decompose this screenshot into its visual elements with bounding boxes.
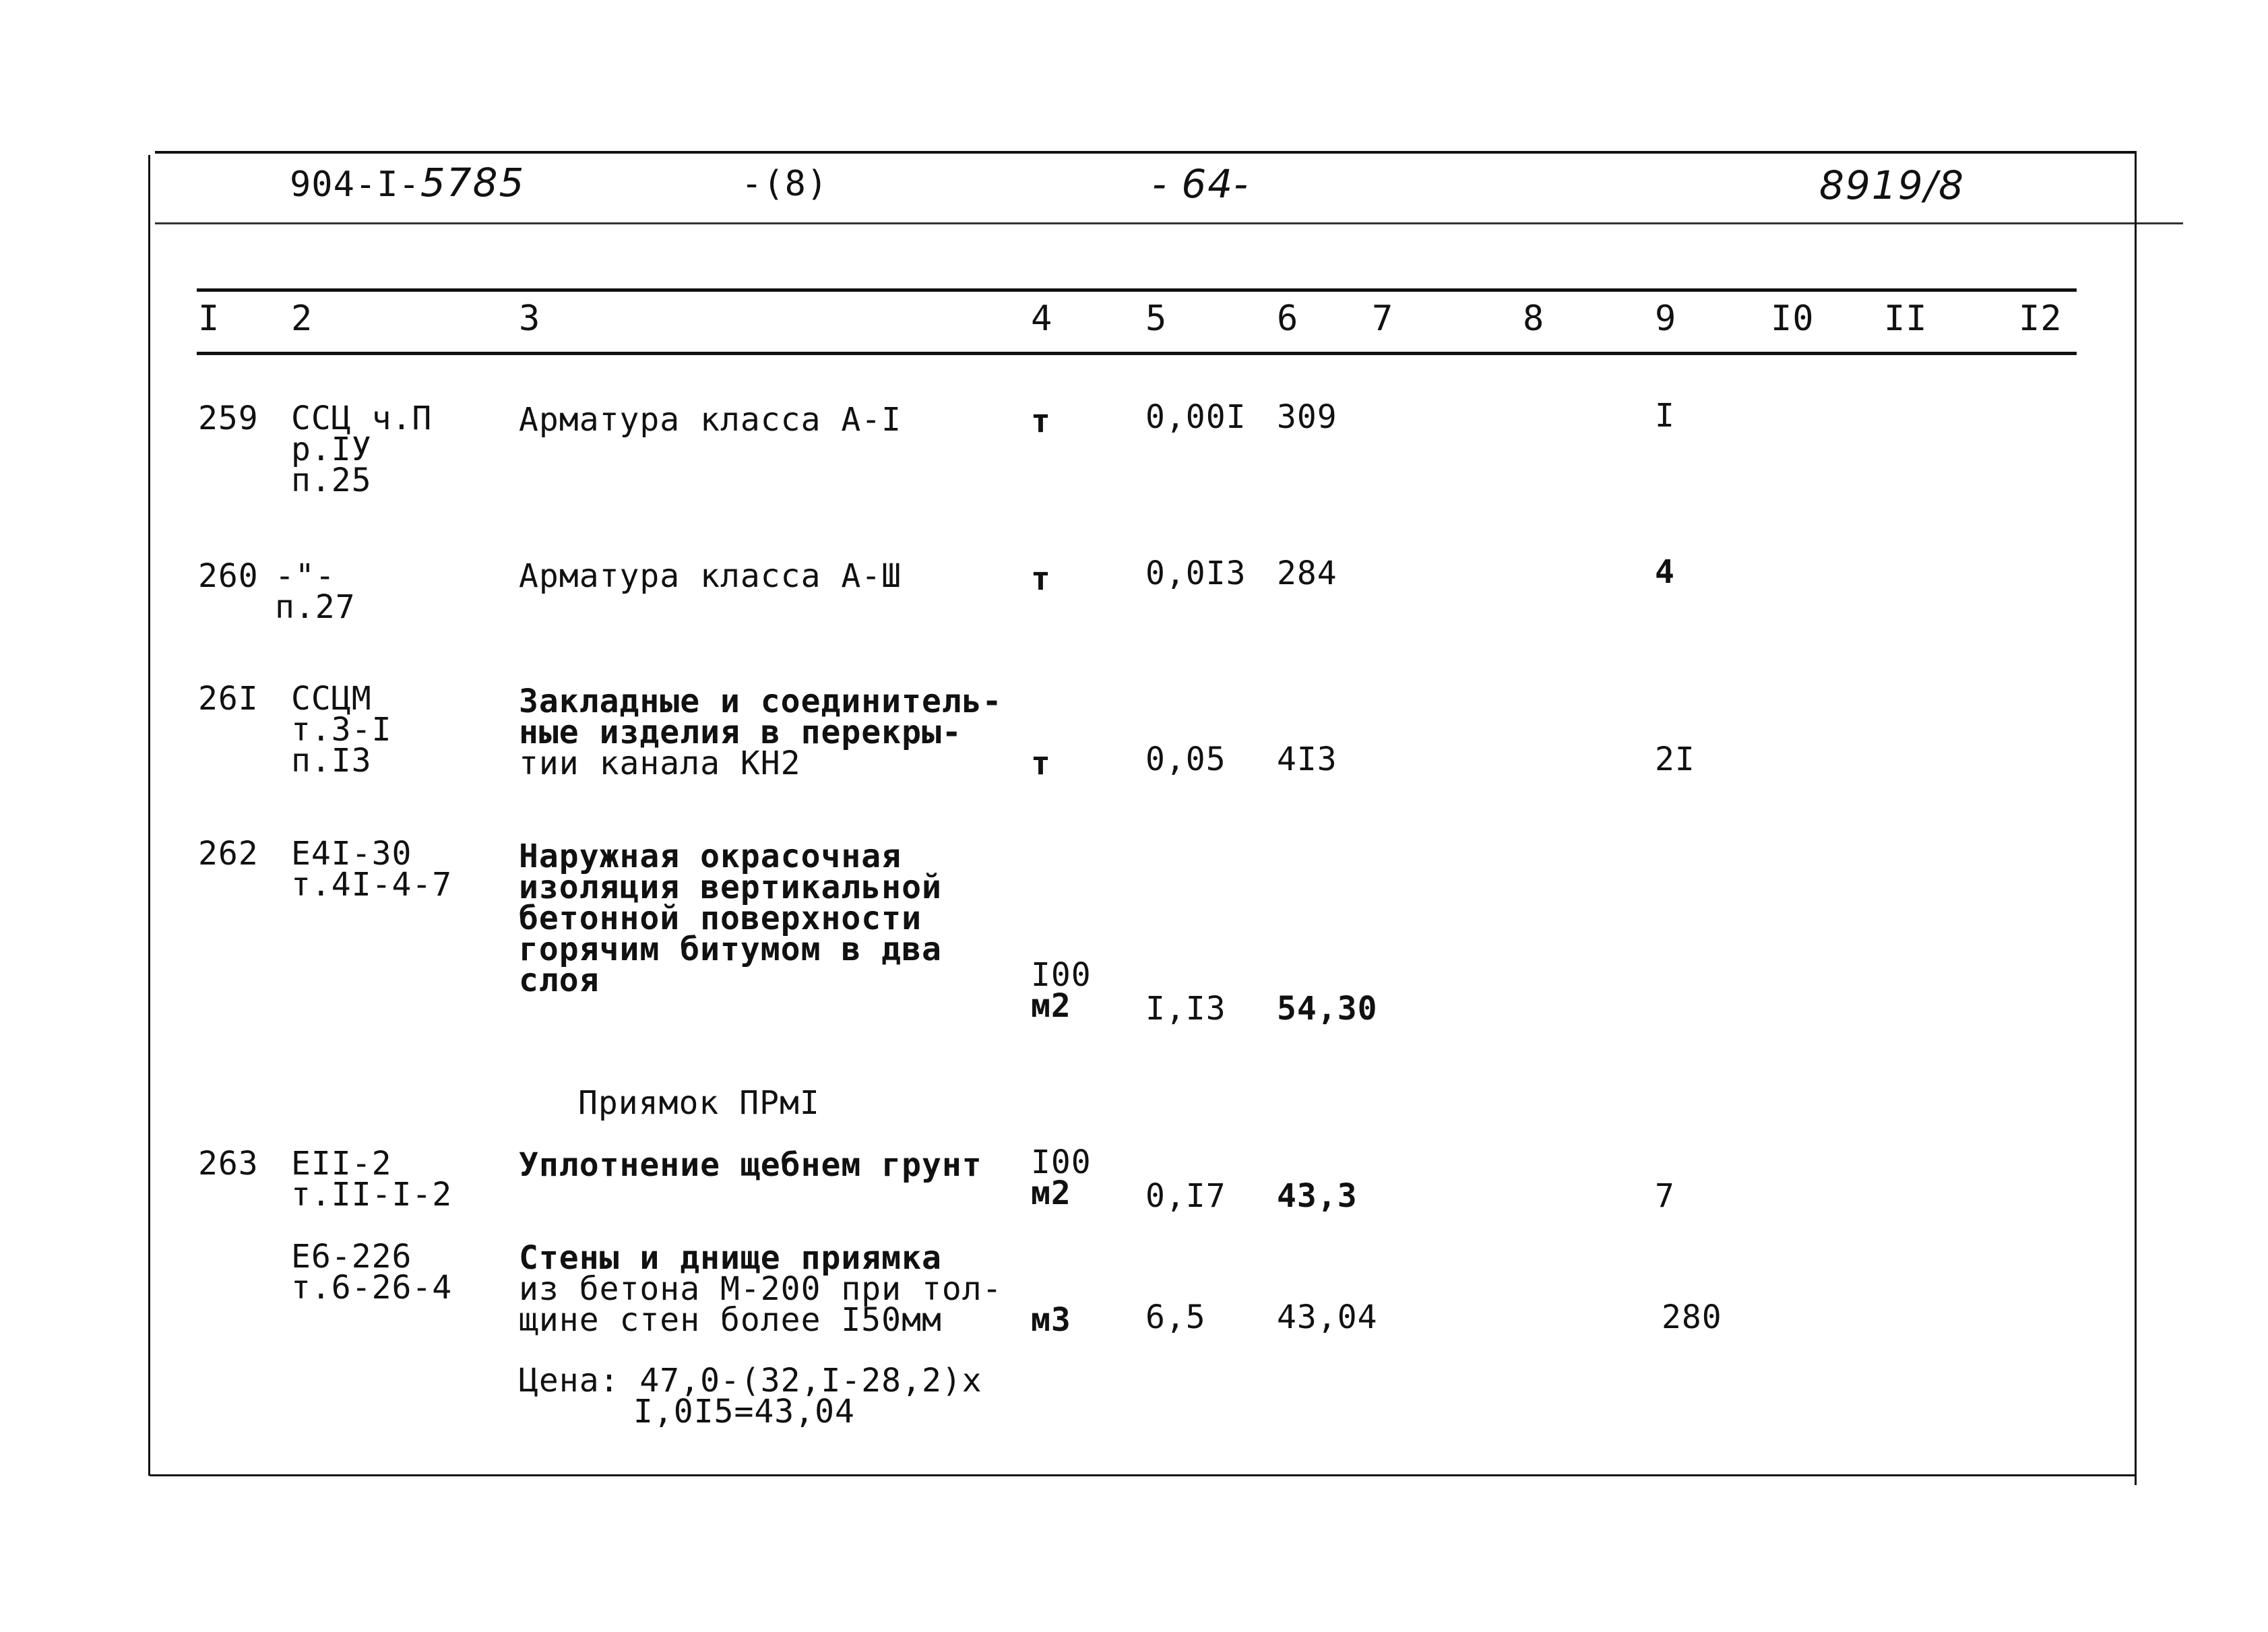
unit: т <box>1031 745 1051 782</box>
price-calculation-line: Цена: 47,0-(32,I-28,2)х <box>519 1362 982 1400</box>
unit-price: 4I3 <box>1277 741 1337 778</box>
column-9-value: 4 <box>1655 553 1675 591</box>
reference-code-line: п.25 <box>291 462 372 499</box>
row-number: 259 <box>198 400 259 437</box>
col-header-8: 8 <box>1523 299 1545 339</box>
work-description-line: Стены и днище приямка <box>519 1239 942 1277</box>
col-header-12: I2 <box>2019 299 2062 339</box>
section-title: Приямок ПРмI <box>578 1084 820 1122</box>
work-description-line: Арматура класса А-Ш <box>519 557 902 595</box>
quantity: I,I3 <box>1145 990 1226 1028</box>
bottom-border <box>150 1474 2136 1476</box>
reference-code-line: Е4I-30 <box>291 835 412 873</box>
reference-code-line: т.6-26-4 <box>291 1269 453 1307</box>
col-header-4: 4 <box>1031 299 1053 339</box>
doc-code: 904-I-5785 <box>290 160 526 206</box>
left-border <box>148 155 150 1476</box>
work-description-line: слоя <box>519 962 600 999</box>
unit-price: 309 <box>1277 398 1337 436</box>
col-header-7: 7 <box>1372 299 1394 339</box>
quantity: 0,05 <box>1145 741 1226 778</box>
unit: м2 <box>1031 1174 1071 1212</box>
column-9-value: 2I <box>1655 741 1695 778</box>
unit: м2 <box>1031 987 1071 1025</box>
column-9-value: 7 <box>1655 1177 1675 1215</box>
unit: I00 <box>1031 1143 1092 1181</box>
header-underline <box>155 222 2183 224</box>
columns-top-rule <box>197 288 2077 292</box>
reference-code-line: п.I3 <box>291 742 372 780</box>
right-border <box>2135 151 2137 1485</box>
col-header-6: 6 <box>1277 299 1299 339</box>
col-header-11: II <box>1884 299 1928 339</box>
reference-code-line: п.27 <box>275 588 356 626</box>
row-number: 263 <box>198 1145 259 1183</box>
work-description-line: щине стен более I50мм <box>519 1301 942 1339</box>
work-description-line: Уплотнение щебнем грунт <box>519 1146 982 1184</box>
work-description-line: Арматура класса А-I <box>519 401 902 439</box>
row-number: 26I <box>198 680 259 718</box>
quantity: 0,0I3 <box>1145 555 1247 592</box>
columns-bottom-rule <box>197 352 2077 355</box>
work-description-line: горячим битумом в два <box>519 931 942 968</box>
col-header-5: 5 <box>1145 299 1168 339</box>
page-number: - 64- <box>1152 161 1250 207</box>
row-number: 262 <box>198 835 259 873</box>
reference-code-line: т.3-I <box>291 711 392 749</box>
work-description-line: изоляция вертикальной <box>519 869 942 906</box>
quantity: 6,5 <box>1145 1298 1206 1336</box>
doc-code-handwritten: 5785 <box>420 160 526 206</box>
work-description-line: ные изделия в перекры- <box>519 714 962 751</box>
reference-code-line: р.IУ <box>291 431 372 468</box>
row-number: 260 <box>198 557 259 595</box>
unit: I00 <box>1031 956 1092 994</box>
reference-code-line: ССЦ ч.П <box>291 400 433 437</box>
column-9-value: 280 <box>1662 1298 1722 1336</box>
unit-price: 284 <box>1277 555 1337 592</box>
work-description-line: Закладные и соединитель- <box>519 683 1003 720</box>
col-header-10: I0 <box>1771 299 1815 339</box>
reference-code-line: ЕII-2 <box>291 1145 392 1183</box>
reference-code-line: т.II-I-2 <box>291 1176 453 1214</box>
unit: т <box>1031 402 1051 440</box>
price-calculation-line: I,0I5=43,04 <box>633 1393 855 1431</box>
work-description-line: бетонной поверхности <box>519 900 922 937</box>
reference-code-line: ССЦМ <box>291 680 372 718</box>
col-header-9: 9 <box>1655 299 1677 339</box>
col-header-1: I <box>198 299 220 339</box>
work-description-line: из бетона М-200 при тол- <box>519 1270 1003 1308</box>
reference-code-line: т.4I-4-7 <box>291 866 453 904</box>
column-9-value: I <box>1655 397 1675 435</box>
unit-price: 43,3 <box>1277 1177 1358 1215</box>
quantity: 0,I7 <box>1145 1177 1226 1215</box>
unit: м3 <box>1031 1301 1071 1339</box>
unit-price: 54,30 <box>1277 990 1378 1028</box>
top-border <box>155 151 2136 154</box>
sheet-reference: 8919/8 <box>1819 162 1965 208</box>
work-description-line: Наружная окрасочная <box>519 838 902 875</box>
reference-code-line: -"- <box>275 557 336 595</box>
quantity: 0,00I <box>1145 398 1247 436</box>
col-header-2: 2 <box>291 299 313 339</box>
reference-code-line: Е6-226 <box>291 1238 412 1276</box>
work-description-line: тии канала КН2 <box>519 745 801 782</box>
col-header-3: 3 <box>519 299 541 339</box>
unit: т <box>1031 560 1051 598</box>
part-label: -(8) <box>741 164 829 204</box>
unit-price: 43,04 <box>1277 1298 1378 1336</box>
